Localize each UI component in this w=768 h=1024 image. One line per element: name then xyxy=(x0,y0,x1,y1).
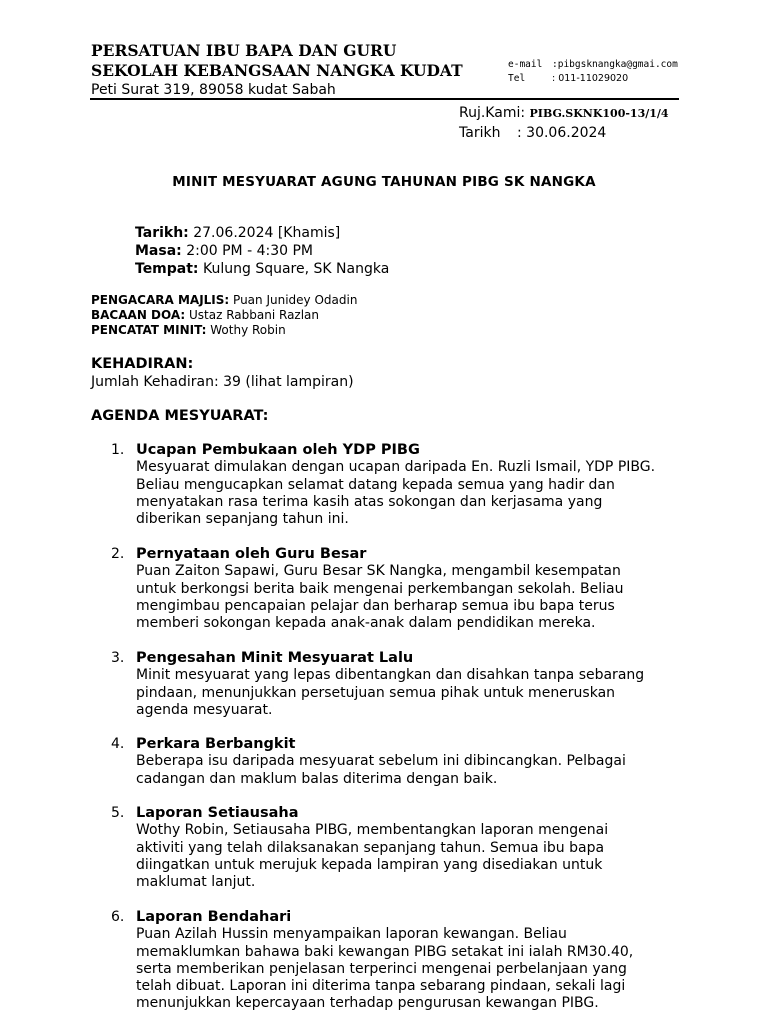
agenda-item-line: menunjukkan kepercayaan terhadap pengurusan kewangan PIBG. xyxy=(136,995,599,1012)
agenda-item-title: Pengesahan Minit Mesyuarat Lalu xyxy=(136,650,414,666)
letterhead xyxy=(91,41,463,99)
agenda-item-title: Ucapan Pembukaan oleh YDP PIBG xyxy=(136,442,420,458)
attendance-heading: KEHADIRAN: xyxy=(91,356,194,372)
prayer-label: BACAAN DOA: xyxy=(91,308,186,322)
agenda-item-line: mengimbau pencapaian pelajar dan berharap semua ibu bapa terus xyxy=(136,597,615,614)
reference-row xyxy=(459,104,669,123)
agenda-item-6 xyxy=(111,909,671,1013)
agenda-item-number: 5. xyxy=(111,805,125,821)
emcee-value: Puan Junidey Odadin xyxy=(233,293,358,307)
meeting-details xyxy=(135,224,389,278)
agenda-item-line: Puan Azilah Hussin menyampaikan laporan kewangan. Beliau xyxy=(136,926,567,943)
minutes-taker-value: Wothy Robin xyxy=(210,323,286,337)
meeting-date-label: Tarikh: xyxy=(135,225,189,241)
agenda-item-line: Puan Zaiton Sapawi, Guru Besar SK Nangka, mengambil kesempatan xyxy=(136,563,621,580)
document-title: MINIT MESYUARAT AGUNG TAHUNAN PIBG SK NANGKA xyxy=(172,174,596,190)
meeting-roles xyxy=(91,293,357,338)
agenda-item-number: 3. xyxy=(111,650,125,666)
contact-block xyxy=(508,58,678,86)
attendance-section xyxy=(91,355,354,391)
agenda-heading: AGENDA MESYUARAT: xyxy=(91,408,269,424)
agenda-item-line: memaklumkan bahawa baki kewangan PIBG setakat ini ialah RM30.40, xyxy=(136,943,634,960)
agenda-item-2 xyxy=(111,546,671,632)
tel-value: : 011-11029020 xyxy=(552,73,629,84)
meeting-time-row xyxy=(135,242,389,260)
minutes-taker-label: PENCATAT MINIT: xyxy=(91,323,207,337)
letter-date-label: Tarikh xyxy=(459,125,501,141)
agenda-item-title: Laporan Bendahari xyxy=(136,909,292,925)
header-divider xyxy=(90,98,679,100)
agenda-item-line: menyatakan rasa terima kasih atas sokongan dan kerjasama yang xyxy=(136,493,603,510)
meeting-place-value: Kulung Square, SK Nangka xyxy=(203,261,390,277)
agenda-item-line: maklumat lanjut. xyxy=(136,874,256,891)
agenda-item-title: Pernyataan oleh Guru Besar xyxy=(136,546,367,562)
agenda-item-4 xyxy=(111,736,671,788)
prayer-row xyxy=(91,308,357,323)
agenda-item-line: untuk berkongsi berita baik mengenai perkembangan sekolah. Beliau xyxy=(136,580,624,597)
agenda-item-line: diberikan sepanjang tahun ini. xyxy=(136,511,349,528)
org-address: Peti Surat 319, 89058 kudat Sabah xyxy=(91,82,336,98)
agenda-item-number: 2. xyxy=(111,546,125,562)
agenda-item-line: agenda mesyuarat. xyxy=(136,701,273,718)
agenda-item-number: 6. xyxy=(111,909,125,925)
org-name-line-2: SEKOLAH KEBANGSAAN NANGKA KUDAT xyxy=(91,61,463,80)
agenda-item-line: Wothy Robin, Setiausaha PIBG, membentangkan laporan mengenai xyxy=(136,822,609,839)
agenda-item-line: memberi sokongan kepada anak-anak dalam pendidikan mereka. xyxy=(136,615,596,632)
agenda-item-1 xyxy=(111,442,671,528)
letter-date-row xyxy=(459,124,669,142)
meeting-place-row xyxy=(135,260,389,278)
email-label: e-mail xyxy=(508,59,543,70)
letter-date-value: : 30.06.2024 xyxy=(517,125,607,141)
agenda-item-line: aktiviti yang telah dilaksanakan sepanjang tahun. Semua ibu bapa xyxy=(136,839,605,856)
agenda-item-3 xyxy=(111,650,671,719)
org-name-line-1: PERSATUAN IBU BAPA DAN GURU xyxy=(91,41,397,60)
agenda-item-number: 1. xyxy=(111,442,125,458)
agenda-item-line: Beberapa isu daripada mesyuarat sebelum ini dibincangkan. Pelbagai xyxy=(136,753,626,770)
agenda-item-5 xyxy=(111,805,671,891)
minutes-taker-row xyxy=(91,323,357,338)
agenda-item-line: telah dibuat. Laporan ini diterima tanpa sebarang pindaan, sekali lagi xyxy=(136,978,626,995)
emcee-label: PENGACARA MAJLIS: xyxy=(91,293,230,307)
meeting-date-value: 27.06.2024 [Khamis] xyxy=(193,225,341,241)
agenda-item-line: Beliau mengucapkan selamat datang kepada semua yang hadir dan xyxy=(136,476,615,493)
agenda-item-title: Perkara Berbangkit xyxy=(136,736,296,752)
prayer-value: Ustaz Rabbani Razlan xyxy=(189,308,320,322)
email-value: :pibgsknangka@gmai.com xyxy=(552,59,678,70)
agenda-item-line: Minit mesyuarat yang lepas dibentangkan dan disahkan tanpa sebarang xyxy=(136,667,645,684)
agenda-item-line: cadangan dan maklum balas diterima dengan baik. xyxy=(136,770,498,787)
agenda-item-line: diingatkan untuk merujuk kepada lampiran yang disediakan untuk xyxy=(136,856,603,873)
emcee-row xyxy=(91,293,357,308)
meeting-place-label: Tempat: xyxy=(135,261,199,277)
meeting-time-value: 2:00 PM - 4:30 PM xyxy=(186,243,313,259)
tel-label: Tel xyxy=(508,73,526,84)
agenda-item-title: Laporan Setiausaha xyxy=(136,805,299,821)
agenda-item-line: serta memberikan penjelasan terperinci mengenai perbelanjaan yang xyxy=(136,960,627,977)
reference-code: PIBG.SKNK100-13/1/4 xyxy=(529,107,669,120)
tel-row xyxy=(508,72,678,86)
reference-label: Ruj.Kami: xyxy=(459,105,526,121)
reference-block xyxy=(459,104,669,142)
attendance-text: Jumlah Kehadiran: 39 (lihat lampiran) xyxy=(91,374,354,390)
meeting-time-label: Masa: xyxy=(135,243,182,259)
agenda-item-line: Mesyuarat dimulakan dengan ucapan daripada En. Ruzli Ismail, YDP PIBG. xyxy=(136,459,656,476)
agenda-item-number: 4. xyxy=(111,736,125,752)
agenda-item-line: pindaan, menunjukkan persetujuan semua pihak untuk meneruskan xyxy=(136,684,616,701)
email-row xyxy=(508,58,678,72)
meeting-date-row xyxy=(135,224,389,242)
